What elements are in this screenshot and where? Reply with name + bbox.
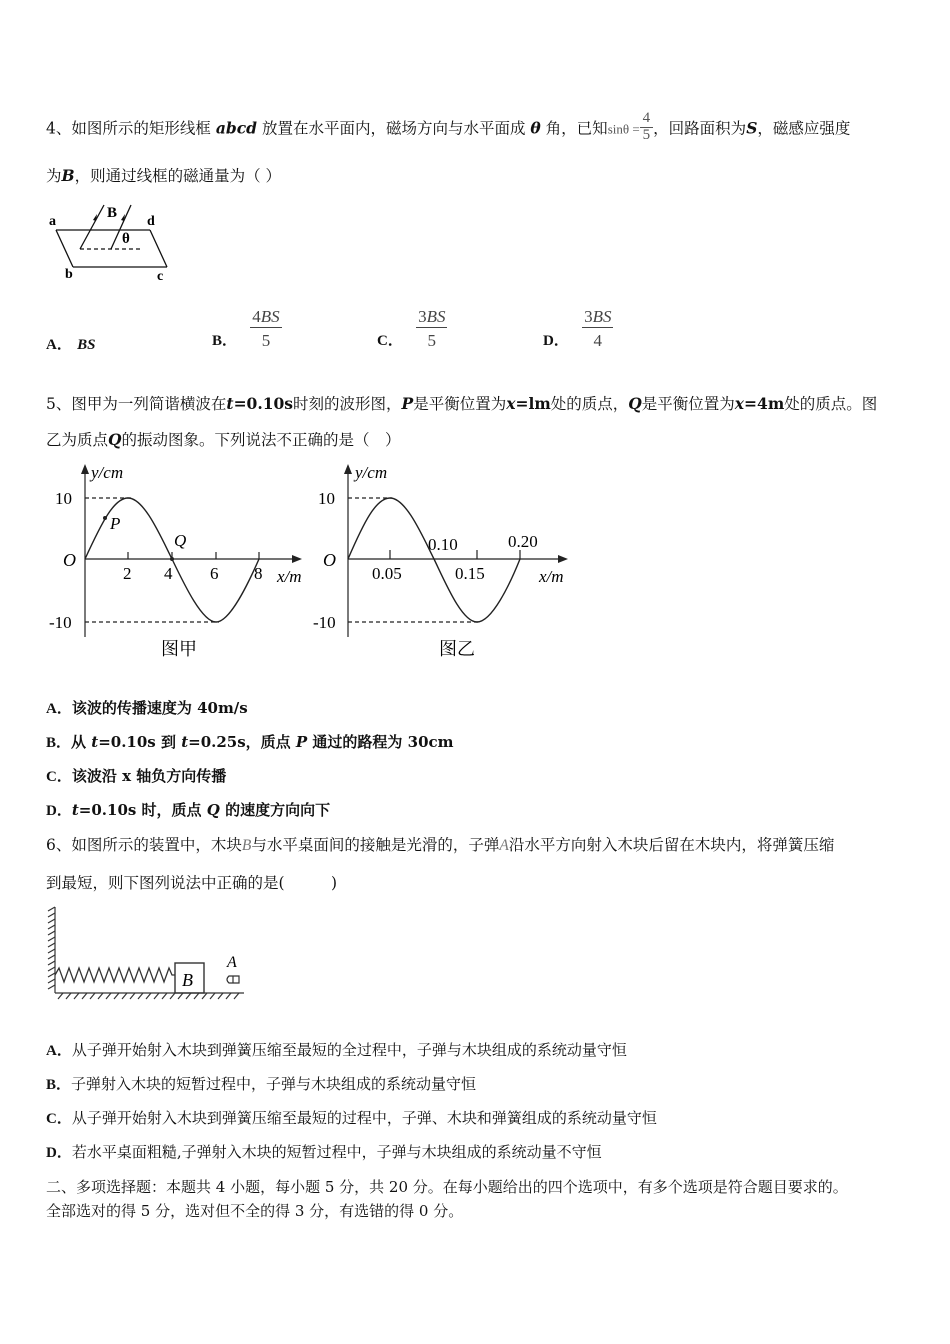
svg-text:4: 4 bbox=[164, 564, 173, 583]
q6-stem-line2: 到最短，则下图列说法中正确的是( ) bbox=[46, 874, 338, 892]
svg-text:Q: Q bbox=[174, 531, 187, 550]
q4-option-b[interactable]: B． $\frac{4BS}{5}$ bbox=[212, 307, 280, 351]
svg-text:y/cm: y/cm bbox=[91, 463, 124, 482]
q5-option-a[interactable]: A．该波的传播速度为 40m/s bbox=[46, 699, 248, 717]
q6-option-d[interactable]: D．若水平桌面粗糙,子弹射入木块的短暂过程中，子弹与木块组成的系统动量不守恒 bbox=[46, 1143, 602, 1161]
q5-option-b[interactable]: B．从 t=0.10s 到 t=0.25s，质点 P 通过的路程为 30cm bbox=[46, 733, 454, 751]
svg-text:A: A bbox=[227, 954, 237, 971]
svg-text:6: 6 bbox=[210, 564, 219, 583]
q5-stem-line2: 乙为质点Q的振动图象。下列说法不正确的是（ ） bbox=[46, 430, 401, 449]
svg-text:O: O bbox=[323, 550, 336, 570]
vibration-graph-yi bbox=[310, 460, 585, 665]
section2-heading-line1: 二、多项选择题：本题共 4 小题，每小题 5 分，共 20 分。在每小题给出的四个选项中，有多个选项是符合题目要求的。 bbox=[46, 1178, 848, 1196]
svg-text:0.10: 0.10 bbox=[428, 535, 458, 554]
svg-text:图甲: 图甲 bbox=[161, 639, 197, 660]
q6-option-c[interactable]: C．从子弹开始射入木块到弹簧压缩至最短的过程中，子弹、木块和弹簧组成的系统动量守恒 bbox=[46, 1109, 657, 1127]
q4-option-c[interactable]: C． $\frac{3BS}{5}$ bbox=[377, 307, 446, 351]
svg-text:x/m: x/m bbox=[277, 567, 302, 586]
svg-text:图乙: 图乙 bbox=[439, 639, 475, 660]
svg-text:B: B bbox=[107, 205, 118, 221]
q6-stem-line1: 6、如图所示的装置中，木块B与水平桌面间的接触是光滑的，子弹A沿水平方向射入木块后留在木块内，将弹簧压缩 bbox=[46, 836, 835, 854]
point-p bbox=[103, 516, 107, 520]
q4-number: 4、 bbox=[46, 119, 72, 138]
svg-text:x/m: x/m bbox=[539, 567, 564, 586]
q6-option-b[interactable]: B．子弹射入木块的短暂过程中，子弹与木块组成的系统动量守恒 bbox=[46, 1075, 477, 1093]
q4-option-d[interactable]: D． $\frac{3BS}{4}$ bbox=[543, 307, 612, 351]
svg-text:O: O bbox=[63, 550, 76, 570]
q4-stem-line2: 为B，则通过线框的磁通量为（ ） bbox=[46, 166, 282, 185]
point-q bbox=[170, 557, 174, 561]
svg-text:c: c bbox=[157, 269, 164, 282]
sin-fraction: $\frac{4}{5}$ bbox=[640, 111, 654, 144]
svg-text:-10: -10 bbox=[49, 613, 72, 632]
svg-text:θ: θ bbox=[122, 231, 130, 247]
svg-text:b: b bbox=[65, 267, 73, 282]
svg-text:10: 10 bbox=[55, 489, 72, 508]
svg-text:P: P bbox=[110, 514, 121, 533]
svg-text:a: a bbox=[49, 214, 56, 229]
svg-text:10: 10 bbox=[318, 489, 335, 508]
svg-text:0.20: 0.20 bbox=[508, 532, 538, 551]
q4-stem-line1: 4、如图所示的矩形线框 abcd 放置在水平面内，磁场方向与水平面成 θ 角，已知sinθ = $\frac{4}{5}$ ，回路面积为S，磁感应强度 bbox=[46, 110, 851, 143]
q5-stem-line1: 5、图甲为一列简谐横波在t=0.10s时刻的波形图，P是平衡位置为x=lm处的质点，Q是平衡位置为x=4m处的质点。图 bbox=[46, 394, 878, 413]
wave-graph-jia bbox=[44, 460, 314, 665]
section2-heading-line2: 全部选对的得 5 分，选对但不全的得 3 分，有选错的得 0 分。 bbox=[46, 1202, 464, 1220]
svg-text:0.15: 0.15 bbox=[455, 564, 485, 583]
svg-text:8: 8 bbox=[254, 564, 263, 583]
svg-text:y/cm: y/cm bbox=[355, 463, 388, 482]
x-axis-arrow-icon bbox=[558, 555, 568, 563]
svg-text:d: d bbox=[147, 214, 155, 229]
svg-text:-10: -10 bbox=[313, 613, 336, 632]
y-axis-arrow-icon bbox=[344, 464, 352, 474]
x-axis-arrow-icon bbox=[292, 555, 302, 563]
abcd-var: abcd bbox=[215, 118, 257, 138]
svg-text:B: B bbox=[182, 970, 193, 990]
sin-theta-label: sinθ = bbox=[607, 121, 640, 137]
q6-option-a[interactable]: A．从子弹开始射入木块到弹簧压缩至最短的全过程中，子弹与木块组成的系统动量守恒 bbox=[46, 1041, 627, 1059]
svg-text:0.05: 0.05 bbox=[372, 564, 402, 583]
q4-option-a[interactable]: A． BS bbox=[46, 337, 96, 353]
spring-block-figure bbox=[44, 903, 254, 1003]
q5-option-c[interactable]: C．该波沿 x 轴负方向传播 bbox=[46, 767, 227, 785]
q4-coil-figure bbox=[44, 200, 174, 282]
q5-option-d[interactable]: D．t=0.10s 时，质点 Q 的速度方向向下 bbox=[46, 801, 331, 819]
svg-text:2: 2 bbox=[123, 564, 132, 583]
y-axis-arrow-icon bbox=[81, 464, 89, 474]
